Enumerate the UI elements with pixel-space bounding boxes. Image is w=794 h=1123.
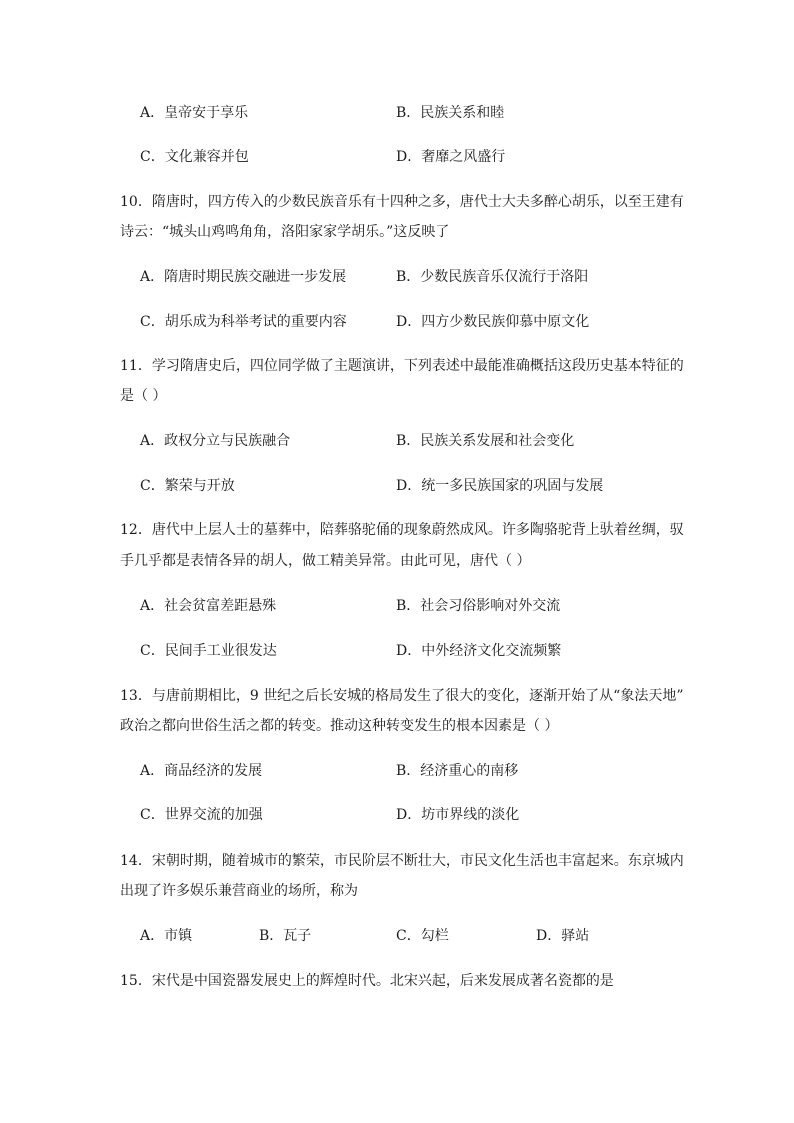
q13-option-c: C．世界交流的加强	[140, 807, 263, 823]
q9-option-a: A．皇帝安于享乐	[140, 105, 249, 121]
q10-option-b: B．少数民族音乐仅流行于洛阳	[396, 269, 589, 285]
q14-option-b: B．瓦子	[259, 928, 312, 944]
q10-option-c: C．胡乐成为科举考试的重要内容	[140, 314, 347, 330]
q11-option-b: B．民族关系发展和社会变化	[396, 433, 575, 449]
q13-option-d: D．坊市界线的淡化	[396, 807, 520, 823]
q10-stem-line-1: 10．隋唐时，四方传入的少数民族音乐有十四种之多，唐代士大夫多醉心胡乐，以至王建有	[120, 194, 684, 210]
q12-stem-line-2: 手几乎都是表情各异的胡人，做工精美异常。由此可见，唐代（ ）	[120, 553, 531, 569]
q11-stem-line-1: 11．学习隋唐史后，四位同学做了主题演讲，下列表述中最能准确概括这段历史基本特征的	[120, 358, 684, 374]
q12-stem-line-1: 12．唐代中上层人士的墓葬中，陪葬骆驼俑的现象蔚然成风。许多陶骆驼背上驮着丝绸，驭	[120, 522, 684, 538]
q11-option-d: D．统一多民族国家的巩固与发展	[396, 478, 604, 494]
q15-stem-line-1: 15．宋代是中国瓷器发展史上的辉煌时代。北宋兴起，后来发展成著名瓷都的是	[120, 973, 614, 989]
q12-option-d: D．中外经济文化交流频繁	[396, 643, 562, 659]
q14-option-d: D．驿站	[536, 928, 590, 944]
q9-option-c: C．文化兼容并包	[140, 149, 249, 165]
q14-option-a: A．市镇	[140, 928, 193, 944]
q11-option-c: C．繁荣与开放	[140, 478, 235, 494]
q12-option-c: C．民间手工业很发达	[140, 643, 277, 659]
q14-option-c: C．勾栏	[396, 928, 449, 944]
q13-option-b: B．经济重心的南移	[396, 763, 519, 779]
q10-option-a: A．隋唐时期民族交融进一步发展	[140, 269, 347, 285]
q14-stem-line-2: 出现了许多娱乐兼营商业的场所，称为	[120, 883, 358, 899]
q10-option-d: D．四方少数民族仰慕中原文化	[396, 314, 590, 330]
q10-stem-line-2: 诗云：“城头山鸡鸣角角，洛阳家家学胡乐。”这反映了	[120, 224, 450, 240]
q14-stem-line-1: 14．宋朝时期，随着城市的繁荣，市民阶层不断壮大，市民文化生活也丰富起来。东京城内	[120, 853, 684, 869]
q12-option-b: B．社会习俗影响对外交流	[396, 598, 561, 614]
q11-stem-line-2: 是（ ）	[120, 388, 167, 404]
q13-option-a: A．商品经济的发展	[140, 763, 263, 779]
q13-stem-line-1: 13．与唐前期相比，9 世纪之后长安城的格局发生了很大的变化，逐渐开始了从“象法天地”	[120, 688, 684, 704]
q11-option-a: A．政权分立与民族融合	[140, 433, 291, 449]
q12-option-a: A．社会贫富差距悬殊	[140, 598, 277, 614]
q9-option-d: D．奢靡之风盛行	[396, 149, 506, 165]
q9-option-b: B．民族关系和睦	[396, 105, 505, 121]
q13-stem-line-2: 政治之都向世俗生活之都的转变。推动这种转变发生的根本因素是（ ）	[120, 718, 559, 734]
